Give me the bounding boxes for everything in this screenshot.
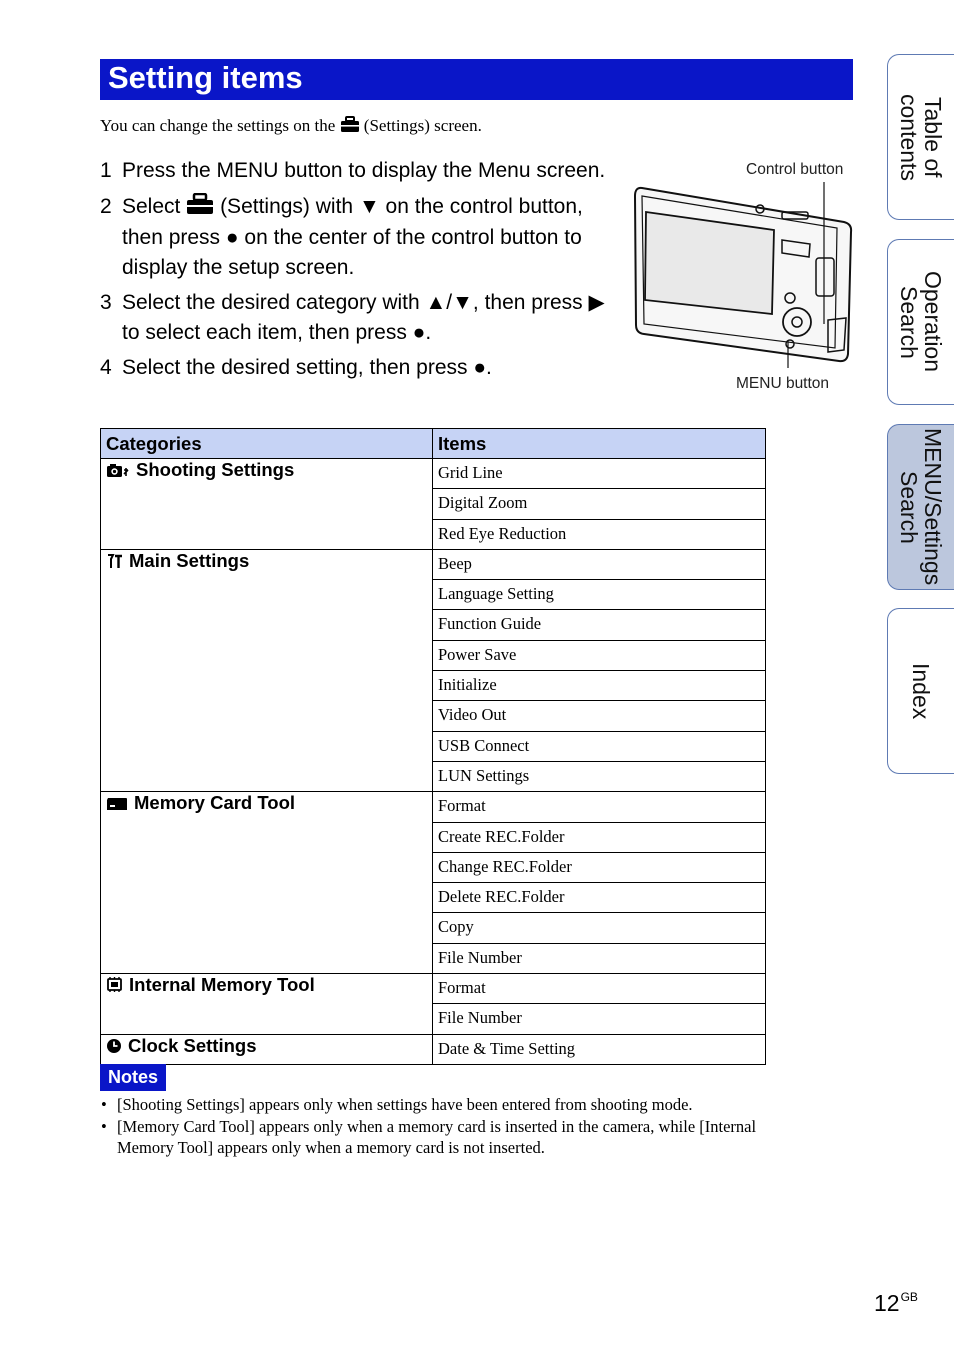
table-row xyxy=(101,974,766,1004)
item-cell: Language Setting xyxy=(433,580,766,610)
step-number: 3 xyxy=(100,291,112,314)
item-cell: Copy xyxy=(433,913,766,943)
tab-label: Table of contents xyxy=(896,93,946,181)
item-cell: Change REC.Folder xyxy=(433,852,766,882)
step-text-continued: (Settings) with ▼ on the control button, then press ● on the center of the control button to display the setup screen. xyxy=(122,194,583,279)
item-cell: Digital Zoom xyxy=(433,489,766,519)
notes-label: Notes xyxy=(100,1064,166,1091)
header-categories: Categories xyxy=(101,429,433,459)
item-cell: File Number xyxy=(433,1004,766,1034)
tab-table-of-contents[interactable] xyxy=(887,54,954,220)
item-cell: USB Connect xyxy=(433,731,766,761)
table-header-row xyxy=(101,429,766,459)
step-4 xyxy=(100,353,620,383)
page-number-suffix: GB xyxy=(900,1290,918,1304)
camera-illustration xyxy=(632,182,854,368)
tab-label: Index xyxy=(908,662,934,720)
item-cell: Format xyxy=(433,792,766,822)
settings-toolbox-icon xyxy=(340,116,360,140)
item-cell: Grid Line xyxy=(433,459,766,489)
step-number: 1 xyxy=(100,159,112,182)
page-number-value: 12 xyxy=(874,1290,900,1316)
intro-after: (Settings) screen. xyxy=(363,116,482,135)
category-label: Memory Card Tool xyxy=(134,792,296,814)
category-shooting-settings xyxy=(101,459,433,550)
page-title: Setting items xyxy=(100,59,853,100)
step-text: Select xyxy=(122,194,181,218)
step-number: 2 xyxy=(100,194,112,218)
page-number xyxy=(874,1290,918,1317)
tab-index[interactable] xyxy=(887,608,954,774)
menu-button-label: MENU button xyxy=(736,375,830,392)
category-label: Shooting Settings xyxy=(136,459,295,480)
item-cell: Function Guide xyxy=(433,610,766,640)
category-label: Main Settings xyxy=(129,549,250,571)
note-item: • [Memory Card Tool] appears only when a memory card is inserted in the camera, while [Internal Memory Tool] appears only when a memory card is not inserted. xyxy=(100,1116,810,1158)
category-label: Clock Settings xyxy=(128,1034,257,1056)
tab-menu-settings-search[interactable] xyxy=(887,424,954,590)
settings-table xyxy=(100,428,766,1065)
tab-label: Operation Search xyxy=(896,271,946,373)
step-text: Select the desired category with ▲/▼, then press ▶ to select each item, then press ●. xyxy=(122,291,605,344)
step-3 xyxy=(100,288,620,347)
step-2 xyxy=(100,192,620,283)
item-cell: Initialize xyxy=(433,671,766,701)
category-main-settings xyxy=(101,549,433,791)
item-cell: Create REC.Folder xyxy=(433,822,766,852)
header-items: Items xyxy=(433,429,766,459)
settings-toolbox-icon xyxy=(186,193,214,224)
tab-label: MENU/Settings Search xyxy=(896,428,946,586)
tab-operation-search[interactable] xyxy=(887,239,954,405)
item-cell: Delete REC.Folder xyxy=(433,883,766,913)
item-cell: Beep xyxy=(433,549,766,579)
item-cell: File Number xyxy=(433,943,766,973)
clock-icon xyxy=(106,1037,122,1059)
tools-icon xyxy=(106,552,123,574)
table-row xyxy=(101,1034,766,1064)
table-row xyxy=(101,792,766,822)
memory-card-icon xyxy=(106,794,128,816)
notes-list xyxy=(100,1094,810,1159)
category-label: Internal Memory Tool xyxy=(129,974,315,996)
step-text: Press the MENU button to display the Menu screen. xyxy=(122,159,606,182)
item-cell: Format xyxy=(433,974,766,1004)
control-button-label: Control button xyxy=(746,161,844,178)
category-memory-card-tool xyxy=(101,792,433,974)
item-cell: LUN Settings xyxy=(433,761,766,791)
item-cell: Video Out xyxy=(433,701,766,731)
camera-settings-icon xyxy=(106,461,130,483)
item-cell: Power Save xyxy=(433,640,766,670)
item-cell: Red Eye Reduction xyxy=(433,519,766,549)
step-1 xyxy=(100,156,620,186)
step-number: 4 xyxy=(100,356,112,379)
steps-list xyxy=(100,156,620,389)
category-clock-settings xyxy=(101,1034,433,1064)
internal-memory-icon xyxy=(106,976,123,998)
table-row xyxy=(101,459,766,489)
table-row xyxy=(101,549,766,579)
intro-before: You can change the settings on the xyxy=(100,116,336,135)
item-cell: Date & Time Setting xyxy=(433,1034,766,1064)
intro-text xyxy=(100,114,720,140)
step-text: Select the desired setting, then press ●. xyxy=(122,356,492,379)
note-item: • [Shooting Settings] appears only when settings have been entered from shooting mode. xyxy=(100,1094,810,1115)
category-internal-memory-tool xyxy=(101,974,433,1035)
